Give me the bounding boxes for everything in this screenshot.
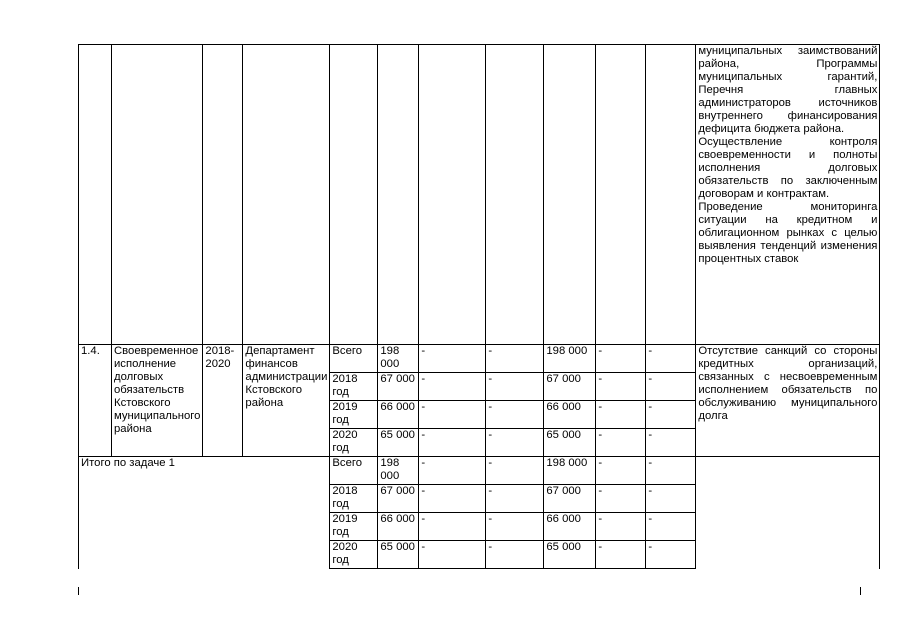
- row-label: Всего: [330, 345, 378, 373]
- cell-empty: [79, 45, 112, 345]
- row-c5: -: [646, 513, 696, 541]
- item-period: 2018-2020: [203, 345, 243, 457]
- cell-empty: [203, 45, 243, 345]
- row-c5: -: [646, 541, 696, 569]
- row-c1: -: [419, 429, 486, 457]
- row-c1: -: [419, 485, 486, 513]
- row-total: 65 000: [378, 541, 419, 569]
- row-total: 65 000: [378, 429, 419, 457]
- row-c3: 65 000: [544, 429, 596, 457]
- row-c1: -: [419, 541, 486, 569]
- cell-empty: [243, 45, 330, 345]
- continuation-description: [696, 45, 880, 345]
- description-paragraph: Осуществление контроля своевременности и полноты исполнения долговых обязательств по заключенным договорам и контрактам.: [698, 136, 878, 200]
- row-c1: -: [419, 373, 486, 401]
- row-total: 198 000: [378, 345, 419, 373]
- row-total: 67 000: [378, 485, 419, 513]
- cell-empty: [330, 45, 378, 345]
- row-c1: -: [419, 401, 486, 429]
- border-line: [860, 587, 861, 595]
- table-continuation-lines: [78, 587, 861, 595]
- row-c3: 67 000: [544, 485, 596, 513]
- row-label: 2020 год: [330, 541, 378, 569]
- description-paragraph: Проведение мониторинга ситуации на кредитном и облигационном рынках с целью выявления тенденций изменения процентных ставок: [698, 201, 878, 265]
- total-label: Итого по задаче 1: [79, 457, 330, 569]
- border-line: [78, 587, 79, 595]
- row-c4: -: [596, 401, 646, 429]
- item-name: Своевременное исполнение долговых обязательств Кстовского муниципального района: [112, 345, 203, 457]
- item-executor: Департамент финансов администрации Кстовского района: [243, 345, 330, 457]
- cell-empty: [596, 45, 646, 345]
- result-text: Отсутствие санкций со стороны кредитных организаций, связанных с несвоевременным исполнением обязательств по обслуживанию муниципального долга: [698, 345, 878, 422]
- row-label: 2019 год: [330, 513, 378, 541]
- cell-empty: [646, 45, 696, 345]
- continuation-row: [79, 45, 880, 345]
- row-c1: -: [419, 345, 486, 373]
- row-total: 67 000: [378, 373, 419, 401]
- row-c4: -: [596, 457, 646, 485]
- cell-empty: [696, 457, 880, 569]
- row-c1: -: [419, 513, 486, 541]
- row-c2: -: [486, 429, 544, 457]
- row-c1: -: [419, 457, 486, 485]
- row-c3: 66 000: [544, 401, 596, 429]
- row-c2: -: [486, 457, 544, 485]
- row-total: 198 000: [378, 457, 419, 485]
- row-label: 2019 год: [330, 401, 378, 429]
- row-total: 66 000: [378, 513, 419, 541]
- cell-empty: [544, 45, 596, 345]
- program-table: [78, 44, 880, 569]
- item-result: [696, 345, 880, 457]
- row-c2: -: [486, 345, 544, 373]
- row-c5: -: [646, 401, 696, 429]
- row-c4: -: [596, 485, 646, 513]
- row-label: 2020 год: [330, 429, 378, 457]
- row-c3: 198 000: [544, 345, 596, 373]
- cell-empty: [419, 45, 486, 345]
- row-c3: 67 000: [544, 373, 596, 401]
- cell-empty: [486, 45, 544, 345]
- row-c4: -: [596, 429, 646, 457]
- row-c4: -: [596, 541, 646, 569]
- row-total: 66 000: [378, 401, 419, 429]
- row-c3: 198 000: [544, 457, 596, 485]
- row-label: 2018 год: [330, 373, 378, 401]
- row-c2: -: [486, 485, 544, 513]
- row-c3: 65 000: [544, 541, 596, 569]
- row-c2: -: [486, 513, 544, 541]
- row-c4: -: [596, 513, 646, 541]
- row-c4: -: [596, 345, 646, 373]
- row-c2: -: [486, 373, 544, 401]
- cell-empty: [112, 45, 203, 345]
- total-row: [79, 457, 880, 485]
- row-c2: -: [486, 401, 544, 429]
- row-label: 2018 год: [330, 485, 378, 513]
- description-paragraph: муниципальных заимствований района, Программы муниципальных гарантий, Перечня главных администраторов источников внутреннего финансирования дефицита бюджета района.: [698, 45, 878, 135]
- row-c3: 66 000: [544, 513, 596, 541]
- row-label: Всего: [330, 457, 378, 485]
- row-c5: -: [646, 429, 696, 457]
- item-row: [79, 345, 880, 373]
- row-c5: -: [646, 373, 696, 401]
- row-c5: -: [646, 345, 696, 373]
- row-c5: -: [646, 457, 696, 485]
- row-c5: -: [646, 485, 696, 513]
- row-c2: -: [486, 541, 544, 569]
- cell-empty: [378, 45, 419, 345]
- row-c4: -: [596, 373, 646, 401]
- item-number: 1.4.: [79, 345, 112, 457]
